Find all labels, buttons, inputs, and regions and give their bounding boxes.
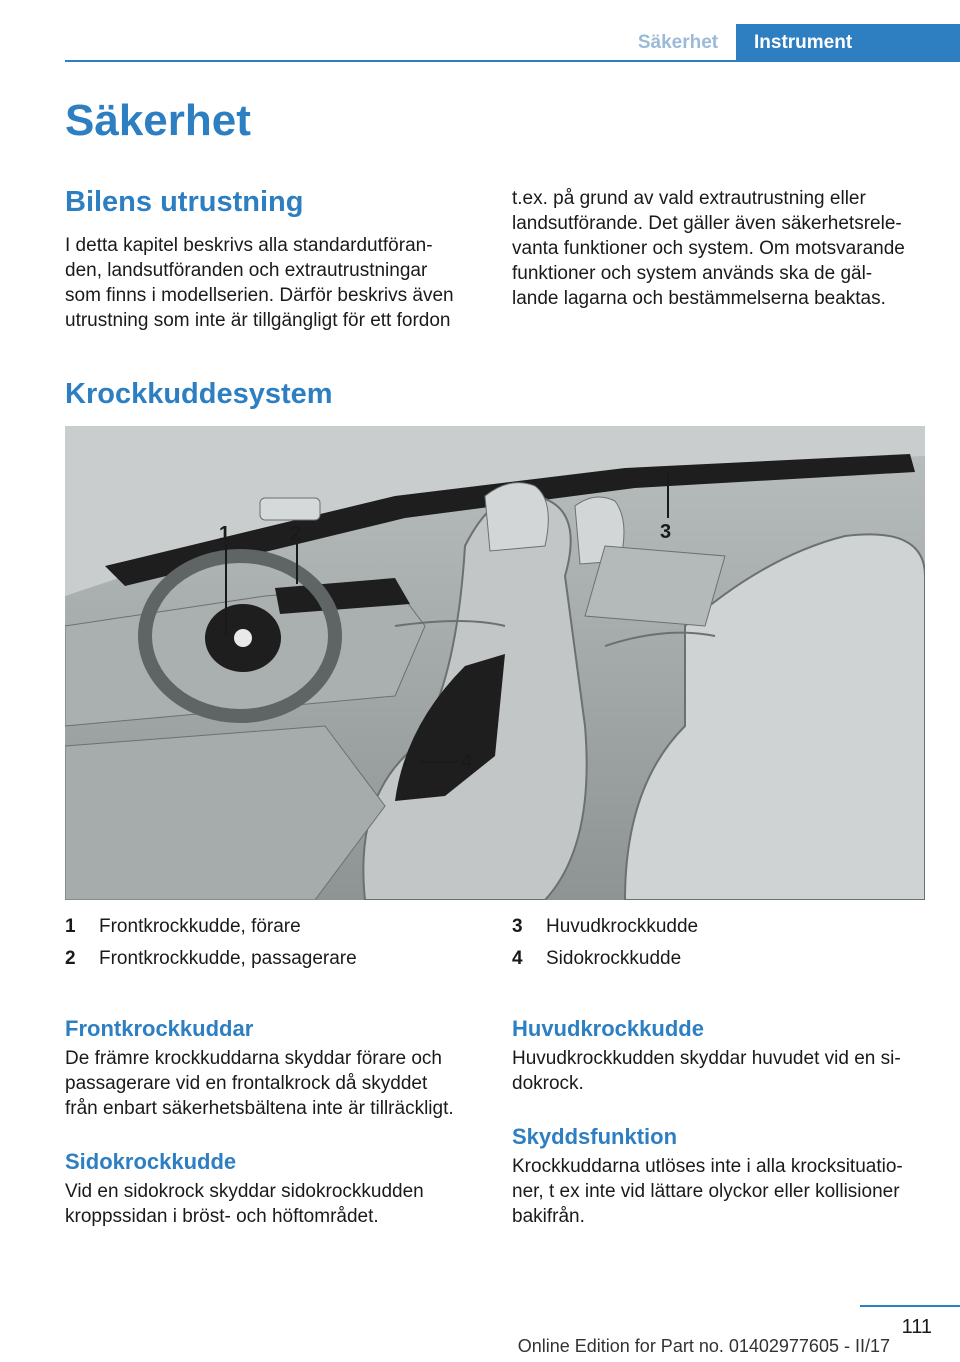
- subsection-heading-protection: Skyddsfunktion: [512, 1124, 678, 1149]
- legend-number: 1: [65, 916, 76, 937]
- equipment-text-right: [512, 186, 932, 311]
- text-line: landsutförande. Det gäller även säkerhetsrele-: [512, 213, 902, 234]
- edition-note: Online Edition for Part no. 01402977605 - II/17: [517, 1336, 890, 1356]
- legend-label: Sidokrockkudde: [546, 948, 682, 969]
- subsection-heading-head: Huvudkrockkudde: [512, 1016, 704, 1041]
- airbag-illustration: [65, 426, 925, 900]
- footer-rule: [860, 1305, 960, 1307]
- text-line: Krockkuddarna utlöses inte i alla krocksituatio-: [512, 1156, 903, 1177]
- protection-function-section: [512, 1124, 932, 1229]
- subsection-heading-front: Frontkrockkuddar: [65, 1016, 254, 1041]
- legend-number: 2: [65, 948, 76, 969]
- text-line: t.ex. på grund av vald extrautrustning eller: [512, 188, 866, 209]
- equipment-text-left: [65, 233, 480, 333]
- text-line: dokrock.: [512, 1073, 584, 1094]
- car-interior-drawing: [65, 426, 925, 900]
- legend-number: 4: [512, 948, 523, 969]
- page-title: Säkerhet: [65, 96, 251, 145]
- text-line: funktioner och system används ska de gäl-: [512, 263, 873, 284]
- callout-2: 2: [290, 523, 302, 545]
- header-rule: [65, 60, 960, 62]
- text-line: utrustning som inte är tillgängligt för ett fordon: [65, 310, 451, 331]
- legend-label: Huvudkrockkudde: [546, 916, 699, 937]
- text-line: som finns i modellserien. Därför beskrivs även: [65, 285, 454, 306]
- callout-3: 3: [660, 521, 672, 543]
- subsection-heading-side: Sidokrockkudde: [65, 1149, 237, 1174]
- text-line: Vid en sidokrock skyddar sidokrockkudden: [65, 1181, 424, 1202]
- text-line: kroppssidan i bröst- och höftområdet.: [65, 1206, 379, 1227]
- callout-1: 1: [219, 523, 231, 545]
- text-line: lande lagarna och bestämmelserna beaktas.: [512, 288, 886, 309]
- page-number: 111: [901, 1316, 932, 1338]
- text-line: passagerare vid en frontalkrock då skyddet: [65, 1073, 428, 1094]
- side-airbag-section: [65, 1149, 480, 1229]
- tab-instrument: Instrument: [736, 24, 960, 62]
- tab-safety: Säkerhet: [637, 32, 719, 53]
- text-line: Huvudkrockkudden skyddar huvudet vid en si-: [512, 1048, 901, 1069]
- text-line: vanta funktioner och system. Om motsvarande: [512, 238, 905, 259]
- text-line: den, landsutföranden och extrautrustningar: [65, 260, 428, 281]
- legend-label: Frontkrockkudde, förare: [99, 916, 301, 937]
- text-line: bakifrån.: [512, 1206, 585, 1227]
- text-line: från enbart säkerhetsbältena inte är tillräckligt.: [65, 1098, 454, 1119]
- text-line: I detta kapitel beskrivs alla standardutföran-: [65, 235, 433, 256]
- text-line: De främre krockkuddarna skyddar förare och: [65, 1048, 442, 1069]
- section-heading-airbag-system: Krockkuddesystem: [65, 378, 333, 410]
- head-airbag-section: [512, 1016, 932, 1096]
- text-line: ner, t ex inte vid lättare olyckor eller kollisioner: [512, 1181, 900, 1202]
- front-airbags-section: [65, 1016, 480, 1121]
- legend-label: Frontkrockkudde, passagerare: [99, 948, 357, 969]
- callout-4: 4: [461, 751, 473, 773]
- legend-number: 3: [512, 916, 523, 937]
- section-heading-equipment: Bilens utrustning: [65, 186, 304, 218]
